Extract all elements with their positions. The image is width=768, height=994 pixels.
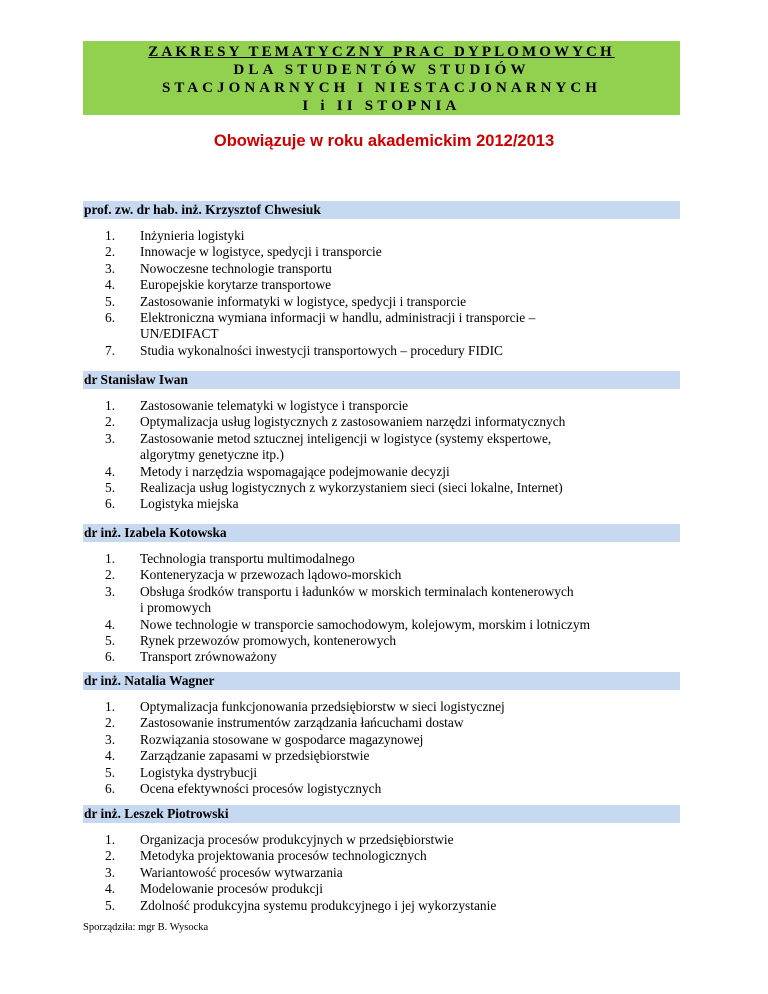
topic-text: Technologia transportu multimodalnego (140, 551, 355, 566)
topic-text: Logistyka miejska (140, 496, 239, 512)
topic-item (83, 732, 680, 748)
topic-number: 4. (105, 277, 116, 293)
topic-text: Zarządzanie zapasami w przedsiębiorstwie (140, 748, 370, 764)
topic-item (83, 244, 680, 260)
topic-text: Ocena efektywności procesów logistycznych (140, 781, 382, 797)
topic-text: Europejskie korytarze transportowe (140, 277, 332, 293)
topic-item (83, 464, 680, 480)
topic-text: i promowych (140, 600, 212, 616)
topic-number: 5. (105, 764, 116, 780)
topic-number: 2. (105, 244, 116, 260)
topic-text: Realizacja usług logistycznych z wykorzystaniem sieci (sieci lokalne, Internet) (140, 480, 563, 496)
topic-list (83, 551, 680, 666)
topic-text: Logistyka dystrybucji (140, 764, 258, 780)
topic-number: 3. (105, 731, 116, 747)
topic-number: 5. (105, 293, 116, 309)
topic-item (83, 633, 680, 649)
topic-text: Zastosowanie metod sztucznej inteligencji w logistyce (systemy ekspertowe, (140, 430, 552, 446)
supervisor-section (83, 672, 680, 797)
topic-text: Zastosowanie instrumentów zarządzania łańcuchami dostaw (140, 715, 464, 731)
banner-line-3: STACJONARNYCH I NIESTACJONARNYCH (161, 80, 602, 96)
topic-number: 1. (105, 228, 116, 243)
supervisor-section (83, 201, 680, 359)
supervisor-name: dr inż. Izabela Kotowska (83, 524, 680, 542)
topic-item (83, 310, 680, 343)
banner-line-4: I i II STOPNIA (302, 98, 461, 114)
topic-number: 6. (105, 649, 116, 665)
topic-item (83, 898, 680, 914)
topic-item (83, 343, 680, 359)
topic-number: 6. (105, 496, 116, 512)
topic-text: Nowe technologie w transporcie samochodowym, kolejowym, morskim i lotniczym (140, 616, 590, 632)
topic-text: UN/EDIFACT (140, 326, 219, 342)
topic-text: Rozwiązania stosowane w gospodarce magazynowej (140, 731, 424, 747)
topic-item (83, 699, 680, 715)
topic-text: Rynek przewozów promowych, kontenerowych (140, 633, 397, 649)
topic-number: 4. (105, 463, 116, 479)
topic-number: 3. (105, 430, 116, 446)
topic-item (83, 228, 680, 244)
topic-item (83, 294, 680, 310)
topic-item (83, 617, 680, 633)
topic-number: 2. (105, 715, 116, 731)
topic-text: Metody i narzędzia wspomagające podejmowanie decyzji (140, 463, 450, 479)
topic-text: Innowacje w logistyce, spedycji i transporcie (140, 244, 382, 260)
topic-item (83, 765, 680, 781)
topic-item (83, 567, 680, 583)
topic-list (83, 699, 680, 797)
topic-number: 5. (105, 633, 116, 649)
title-banner (83, 41, 680, 115)
supervisor-name: prof. zw. dr hab. inż. Krzysztof Chwesiuk (83, 201, 680, 219)
topic-number: 2. (105, 567, 116, 583)
supervisor-name: dr inż. Natalia Wagner (83, 672, 680, 690)
topic-text: Obsługa środków transportu i ładunków w morskich terminalach kontenerowych (140, 583, 574, 599)
topic-item (83, 480, 680, 496)
topic-number: 1. (105, 699, 116, 714)
topic-text: Studia wykonalności inwestycji transportowych – procedury FIDIC (140, 342, 503, 358)
topic-item (83, 261, 680, 277)
topic-text: Transport zrównoważony (140, 649, 277, 665)
topic-item (83, 496, 680, 512)
topic-text: Optymalizacja funkcjonowania przedsiębiorstw w sieci logistycznej (140, 699, 505, 714)
topic-number: 4. (105, 616, 116, 632)
supervisor-section (83, 524, 680, 666)
topic-number: 2. (105, 414, 116, 430)
topic-text: Metodyka projektowania procesów technologicznych (140, 848, 427, 864)
topic-number: 6. (105, 310, 116, 326)
topic-number: 3. (105, 864, 116, 880)
supervisor-section (83, 371, 680, 513)
academic-year-subtitle: Obowiązuje w roku akademickim 2012/2013 (213, 132, 555, 150)
topic-item (83, 649, 680, 665)
topic-text: algorytmy genetyczne itp.) (140, 447, 284, 463)
topic-text: Zastosowanie informatyki w logistyce, spedycji i transporcie (140, 293, 467, 309)
prepared-by-footer: Sporządziła: mgr B. Wysocka (83, 922, 209, 933)
topic-item (83, 848, 680, 864)
topic-number: 2. (105, 848, 116, 864)
topic-number: 3. (105, 260, 116, 276)
topic-number: 1. (105, 551, 116, 566)
topic-text: Zastosowanie telematyki w logistyce i transporcie (140, 398, 409, 413)
topic-number: 4. (105, 748, 116, 764)
topic-text: Elektroniczna wymiana informacji w handlu, administracji i transporcie – (140, 310, 536, 326)
topic-text: Organizacja procesów produkcyjnych w przedsiębiorstwie (140, 832, 454, 847)
topic-item (83, 414, 680, 430)
topic-text: Optymalizacja usług logistycznych z zastosowaniem narzędzi informatycznych (140, 414, 566, 430)
topic-list (83, 228, 680, 359)
topic-text: Inżynieria logistyki (140, 228, 245, 243)
topic-item (83, 881, 680, 897)
topic-item (83, 748, 680, 764)
topic-item (83, 584, 680, 617)
topic-item (83, 832, 680, 848)
topic-number: 1. (105, 398, 116, 413)
supervisor-name: dr inż. Leszek Piotrowski (83, 805, 680, 823)
topic-number: 3. (105, 583, 116, 599)
topic-number: 5. (105, 897, 116, 913)
topic-item (83, 715, 680, 731)
topic-number: 5. (105, 480, 116, 496)
topic-item (83, 277, 680, 293)
topic-list (83, 398, 680, 513)
banner-line-2: DLA STUDENTÓW STUDIÓW (233, 62, 530, 78)
supervisor-name: dr Stanisław Iwan (83, 371, 680, 389)
topic-text: Nowoczesne technologie transportu (140, 260, 332, 276)
topic-text: Konteneryzacja w przewozach lądowo-morskich (140, 567, 402, 583)
topic-text: Zdolność produkcyjna systemu produkcyjnego i jej wykorzystanie (140, 897, 497, 913)
topic-item (83, 431, 680, 464)
topic-text: Modelowanie procesów produkcji (140, 881, 323, 897)
topic-item (83, 865, 680, 881)
topic-text: Wariantowość procesów wytwarzania (140, 864, 343, 880)
topic-number: 1. (105, 832, 116, 847)
topic-item (83, 551, 680, 567)
topic-number: 7. (105, 342, 116, 358)
banner-line-1: ZAKRESY TEMATYCZNY PRAC DYPLOMOWYCH (148, 44, 615, 60)
topic-number: 4. (105, 881, 116, 897)
topic-list (83, 832, 680, 914)
topic-item (83, 781, 680, 797)
topic-item (83, 398, 680, 414)
supervisor-section (83, 805, 680, 914)
topic-number: 6. (105, 781, 116, 797)
